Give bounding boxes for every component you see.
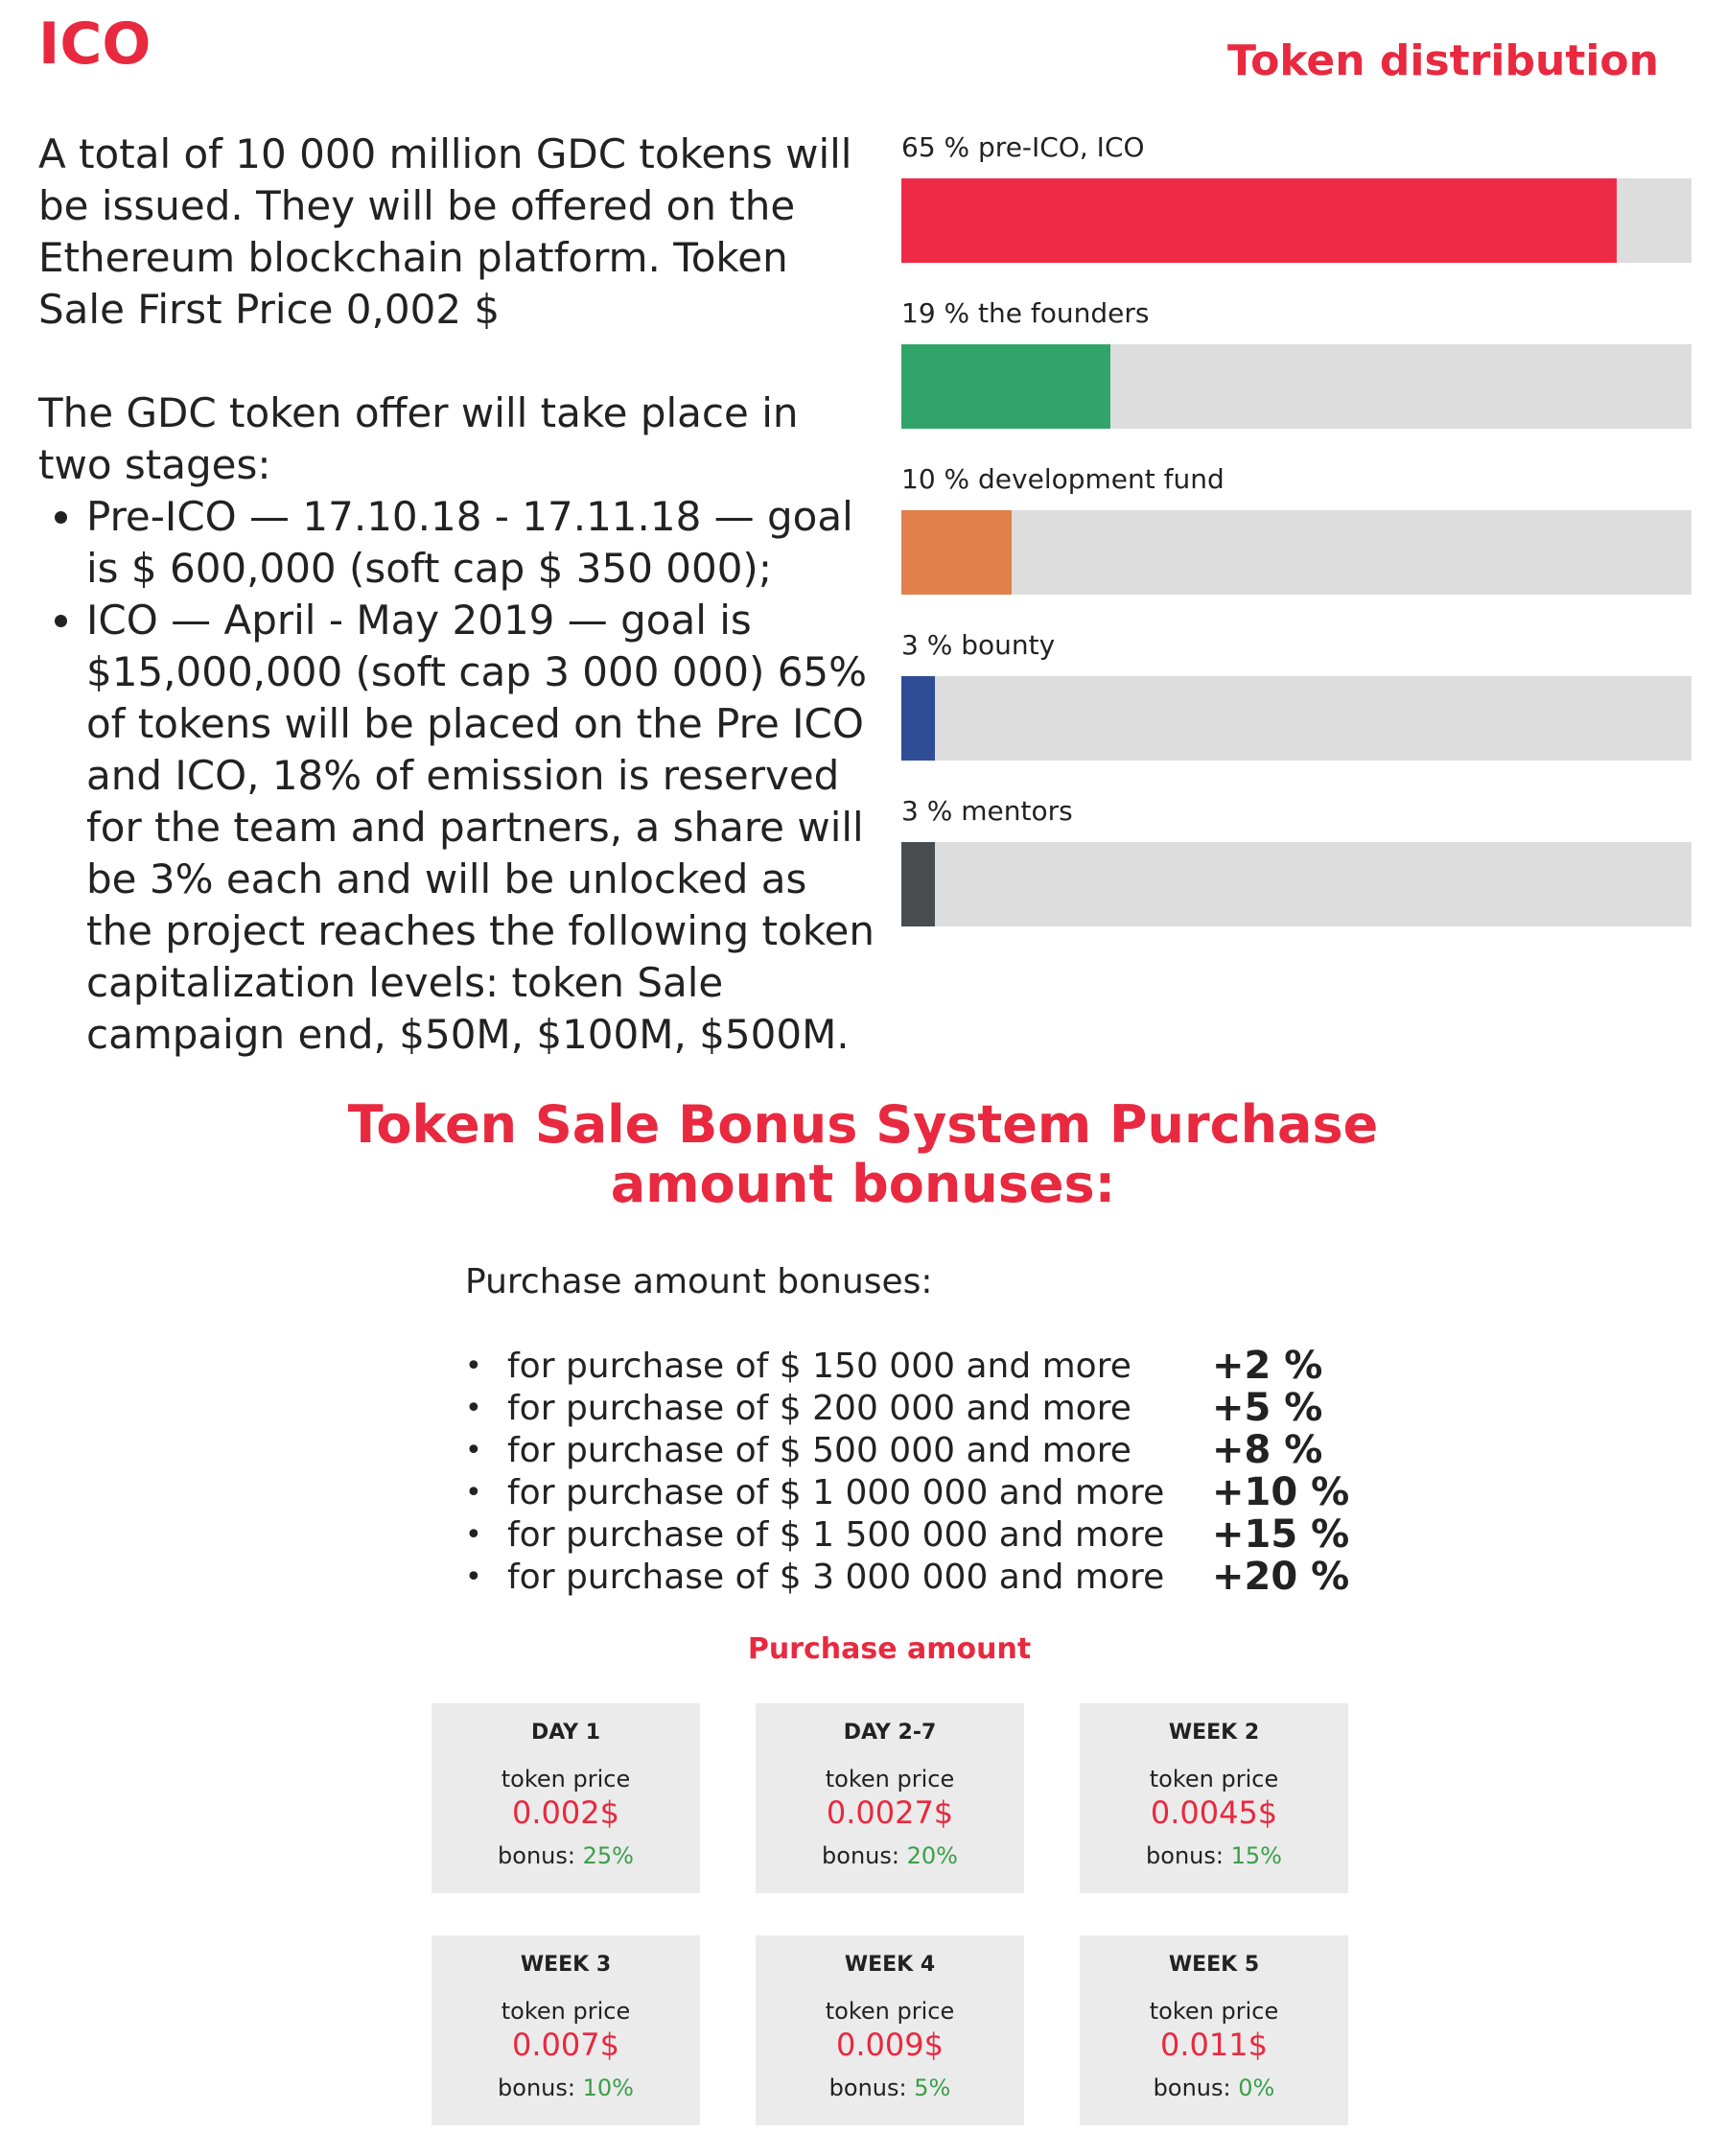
- price-card-day-2-7: [756, 1703, 1024, 1893]
- bonus-item: [465, 1387, 1349, 1429]
- distribution-row: [901, 792, 1691, 958]
- distribution-bar-track: [901, 842, 1691, 926]
- card-bonus: [432, 1841, 700, 1870]
- card-bonus: [432, 2074, 700, 2102]
- distribution-bar-fill: [901, 676, 935, 761]
- price-card-week-2: [1080, 1703, 1348, 1893]
- card-period: DAY 1: [530, 1721, 601, 1745]
- bonus-item-text: for purchase of $ 1 000 000 and more: [507, 1472, 1165, 1512]
- bonus-item-percent: +20 %: [1212, 1555, 1350, 1599]
- bonus-item-text: for purchase of $ 500 000 and more: [507, 1430, 1131, 1470]
- distribution-row: [901, 460, 1691, 626]
- bullet-icon: •: [465, 1559, 482, 1594]
- distribution-bar-fill: [901, 842, 935, 926]
- ico-stages-list: [38, 491, 882, 1061]
- bonus-item-percent: +2 %: [1212, 1344, 1323, 1388]
- card-period: WEEK 5: [1168, 1953, 1260, 1977]
- distribution-label: 65 % pre-ICO, ICO: [901, 131, 1145, 163]
- bonus-item: [465, 1556, 1349, 1598]
- distribution-bar-track: [901, 178, 1691, 263]
- distribution-row: [901, 129, 1691, 294]
- card-price-label: token price: [501, 1998, 631, 2025]
- token-distribution-title: Token distribution: [1226, 36, 1659, 85]
- card-price-label: token price: [825, 1998, 955, 2025]
- card-period: WEEK 3: [520, 1953, 612, 1977]
- bonus-system-title: [0, 1095, 1726, 1214]
- card-price-label: token price: [825, 1766, 955, 1793]
- price-card-day-1: [432, 1703, 700, 1893]
- card-bonus: [1080, 2074, 1348, 2102]
- bonus-title-line-2: amount bonuses:: [610, 1154, 1116, 1214]
- bonus-item: [465, 1345, 1349, 1387]
- ico-paragraph-1: A total of 10 000 million GDC tokens will be issued. They will be offered on the Ethereum blockchain platform. Token Sale First Price 0,002 $: [38, 130, 852, 333]
- stage-ico: • ICO — April - May 2019 — goal is $15,000,000 (soft cap 3 000 000) 65% of tokens will be placed on the Pre ICO and ICO, 18% of emission is reserved for the team and partners, a share will be 3% each and will be unlocked as the project reaches the following token capitalization levels: token Sale campaign end, $50M, $100M, $500M.: [86, 595, 882, 1061]
- ico-description: [38, 129, 882, 1061]
- card-bonus: [756, 2074, 1024, 2102]
- bonus-item: [465, 1429, 1349, 1471]
- distribution-row: [901, 294, 1691, 460]
- card-bonus: [756, 1841, 1024, 1870]
- card-price: 0.007$: [512, 2027, 619, 2063]
- bonus-item-percent: +15 %: [1212, 1512, 1350, 1557]
- card-period: DAY 2-7: [843, 1721, 937, 1745]
- stage-pre-ico: • Pre-ICO — 17.10.18 - 17.11.18 — goal is $ 600,000 (soft cap $ 350 000);: [86, 491, 882, 595]
- card-bonus-value: 0%: [1238, 2074, 1275, 2101]
- card-price: 0.0045$: [1150, 1794, 1278, 1831]
- bonus-item-text: for purchase of $ 3 000 000 and more: [507, 1557, 1165, 1597]
- card-price: 0.011$: [1160, 2027, 1268, 2063]
- card-bonus-value: 20%: [906, 1842, 958, 1869]
- distribution-bar-fill: [901, 344, 1110, 429]
- card-price: 0.009$: [836, 2027, 944, 2063]
- bonus-item: [465, 1513, 1349, 1556]
- bullet-icon: •: [465, 1517, 482, 1552]
- bonus-list: [465, 1345, 1349, 1598]
- card-bonus-value: 10%: [582, 2074, 634, 2101]
- card-price-label: token price: [1149, 1766, 1279, 1793]
- card-bonus-value: 25%: [582, 1842, 634, 1869]
- bonus-item: [465, 1471, 1349, 1513]
- card-bonus-value: 15%: [1230, 1842, 1282, 1869]
- distribution-bar-fill: [901, 178, 1617, 263]
- card-period: WEEK 4: [844, 1953, 936, 1977]
- bullet-icon: •: [465, 1475, 482, 1510]
- bonus-item-text: for purchase of $ 1 500 000 and more: [507, 1514, 1165, 1555]
- card-bonus-label: bonus:: [498, 1842, 575, 1869]
- distribution-label: 19 % the founders: [901, 297, 1150, 329]
- card-bonus-value: 5%: [914, 2074, 951, 2101]
- distribution-label: 3 % mentors: [901, 795, 1073, 827]
- price-card-week-3: [432, 1935, 700, 2125]
- card-price: 0.002$: [512, 1794, 619, 1831]
- distribution-label: 10 % development fund: [901, 463, 1225, 495]
- card-bonus-label: bonus:: [1153, 2074, 1231, 2101]
- distribution-bar-track: [901, 676, 1691, 761]
- bullet-icon: •: [465, 1391, 482, 1425]
- token-distribution-bars: [901, 129, 1691, 958]
- bonus-title-line-1: Token Sale Bonus System Purchase: [347, 1094, 1379, 1155]
- price-card-week-5: [1080, 1935, 1348, 2125]
- card-price: 0.0027$: [826, 1794, 954, 1831]
- bonus-item-percent: +8 %: [1212, 1428, 1323, 1472]
- card-bonus-label: bonus:: [498, 2074, 575, 2101]
- ico-paragraph-2: The GDC token offer will take place in two stages:: [38, 389, 799, 488]
- purchase-amount-title: Purchase amount: [747, 1632, 1032, 1666]
- bonus-item-percent: +5 %: [1212, 1386, 1323, 1430]
- distribution-row: [901, 626, 1691, 792]
- bonus-intro: Purchase amount bonuses:: [465, 1262, 933, 1301]
- card-bonus-label: bonus:: [822, 1842, 899, 1869]
- card-price-label: token price: [1149, 1998, 1279, 2025]
- distribution-bar-fill: [901, 510, 1012, 595]
- bonus-item-percent: +10 %: [1212, 1470, 1350, 1514]
- distribution-bar-track: [901, 344, 1691, 429]
- bonus-item-text: for purchase of $ 150 000 and more: [507, 1346, 1131, 1386]
- bonus-item-text: for purchase of $ 200 000 and more: [507, 1388, 1131, 1428]
- card-price-label: token price: [501, 1766, 631, 1793]
- ico-title: ICO: [38, 11, 152, 78]
- card-bonus: [1080, 1841, 1348, 1870]
- card-bonus-label: bonus:: [828, 2074, 907, 2101]
- bullet-icon: •: [465, 1348, 482, 1383]
- card-bonus-label: bonus:: [1146, 1842, 1224, 1869]
- card-period: WEEK 2: [1168, 1721, 1260, 1745]
- bullet-icon: •: [465, 1433, 482, 1467]
- distribution-bar-track: [901, 510, 1691, 595]
- price-card-week-4: [756, 1935, 1024, 2125]
- distribution-label: 3 % bounty: [901, 629, 1056, 661]
